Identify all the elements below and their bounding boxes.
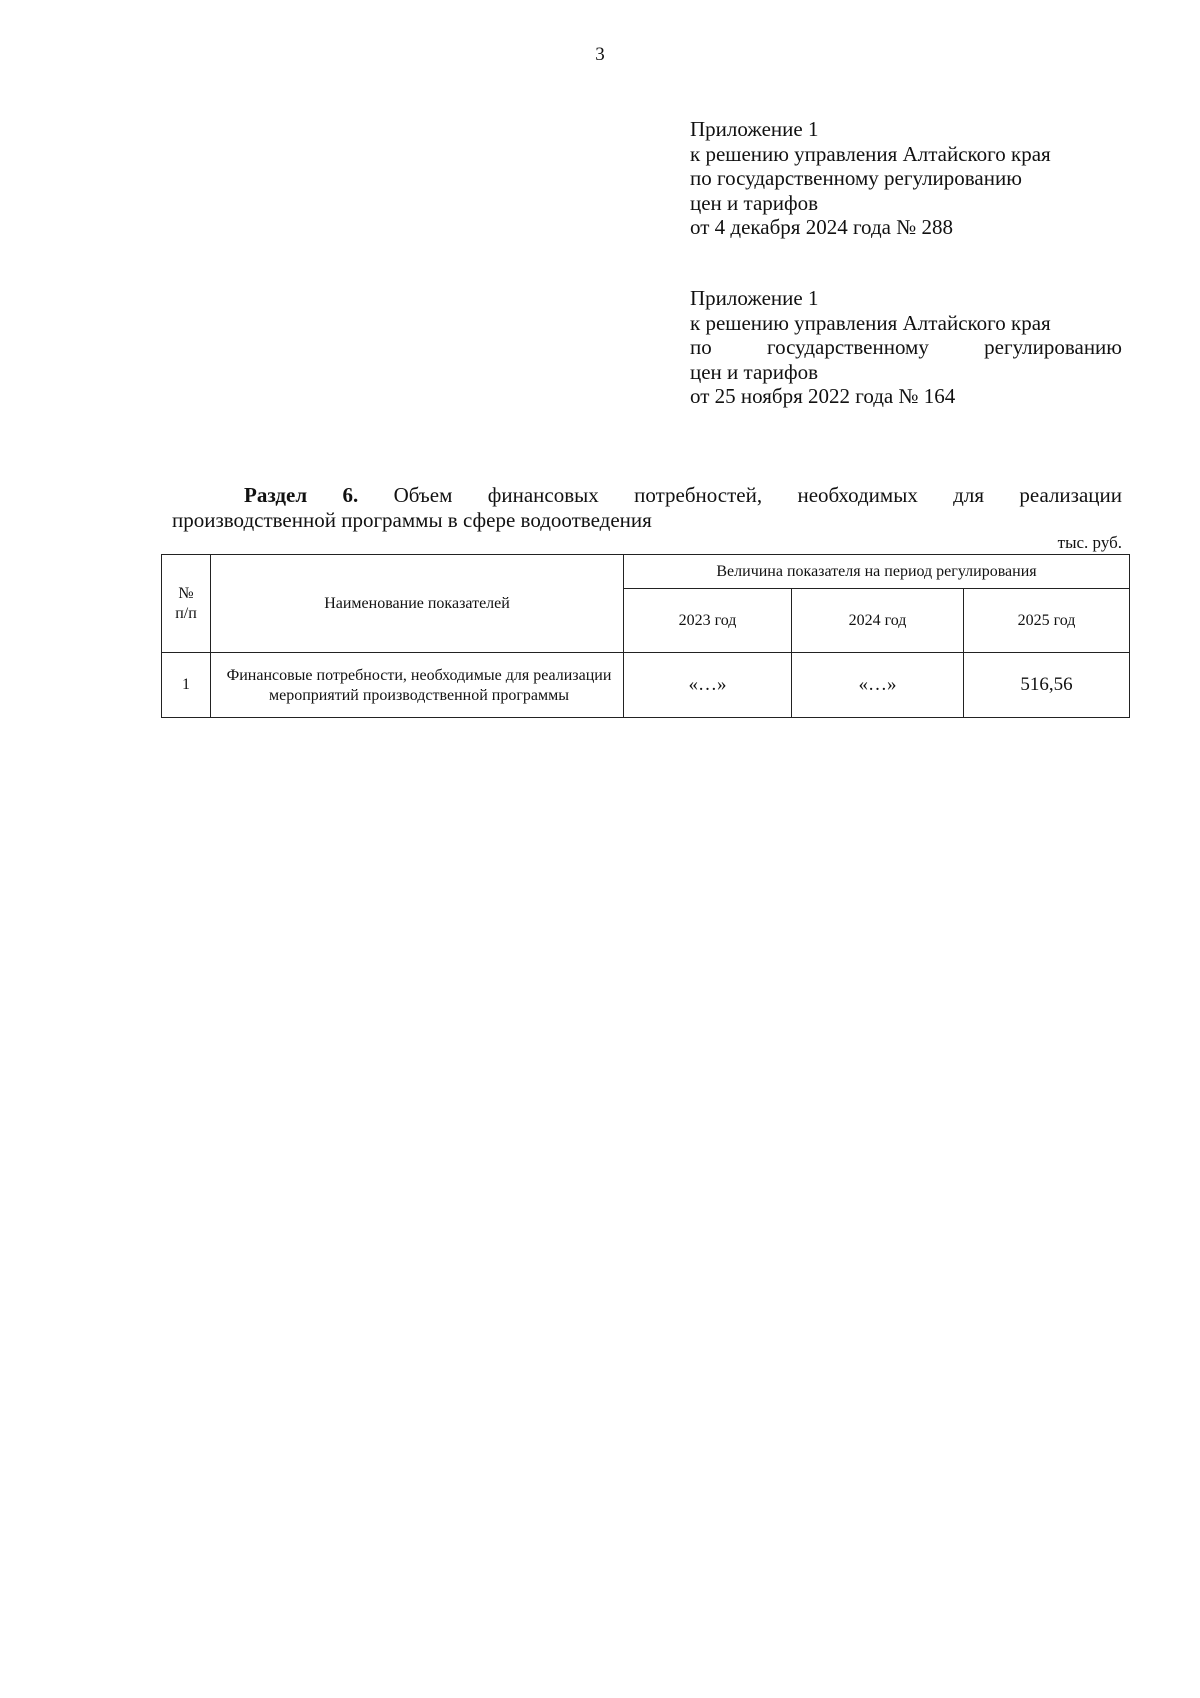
section-heading bbox=[172, 483, 1122, 532]
row-value: «…» bbox=[624, 653, 792, 718]
header-year: 2024 год bbox=[792, 589, 964, 653]
row-value: «…» bbox=[792, 653, 964, 718]
financial-needs-table bbox=[161, 554, 1130, 718]
section-title-part-1: Объем финансовых потребностей, необходимых для реализации bbox=[393, 483, 1122, 507]
table-header-row bbox=[162, 555, 1130, 589]
section-label: Раздел 6. bbox=[244, 483, 359, 507]
header-year: 2023 год bbox=[624, 589, 792, 653]
appendix-current-line: цен и тарифов bbox=[690, 190, 819, 215]
appendix-previous-line: от 25 ноября 2022 года № 164 bbox=[690, 384, 956, 408]
row-number: 1 bbox=[162, 653, 211, 718]
appendix-previous bbox=[690, 286, 1122, 409]
appendix-previous-line: Приложение 1 bbox=[690, 286, 819, 310]
row-name: Финансовые потребности, необходимые для реализации мероприятий производственной программы bbox=[211, 653, 624, 718]
appendix-previous-line: по государственному регулированию bbox=[690, 335, 1122, 359]
header-period: Величина показателя на период регулирования bbox=[624, 555, 1130, 589]
section-heading-line-1 bbox=[172, 483, 1122, 508]
page-number: 3 bbox=[595, 44, 605, 65]
header-year: 2025 год bbox=[964, 589, 1130, 653]
units-label: тыс. руб. bbox=[1057, 533, 1122, 552]
table-row bbox=[162, 653, 1130, 718]
header-number: № п/п bbox=[162, 555, 211, 653]
appendix-previous-line: цен и тарифов bbox=[690, 359, 819, 384]
appendix-current-line: по государственному регулированию bbox=[690, 166, 1022, 190]
header-name: Наименование показателей bbox=[211, 555, 624, 653]
appendix-current-line: от 4 декабря 2024 года № 288 bbox=[690, 215, 953, 239]
row-value: 516,56 bbox=[964, 653, 1130, 718]
appendix-current bbox=[690, 117, 1122, 240]
appendix-previous-line: к решению управления Алтайского края bbox=[690, 310, 1051, 335]
appendix-current-line: к решению управления Алтайского края bbox=[690, 141, 1051, 166]
section-title-part-2: производственной программы в сфере водоотведения bbox=[172, 507, 652, 532]
appendix-current-line: Приложение 1 bbox=[690, 117, 819, 141]
